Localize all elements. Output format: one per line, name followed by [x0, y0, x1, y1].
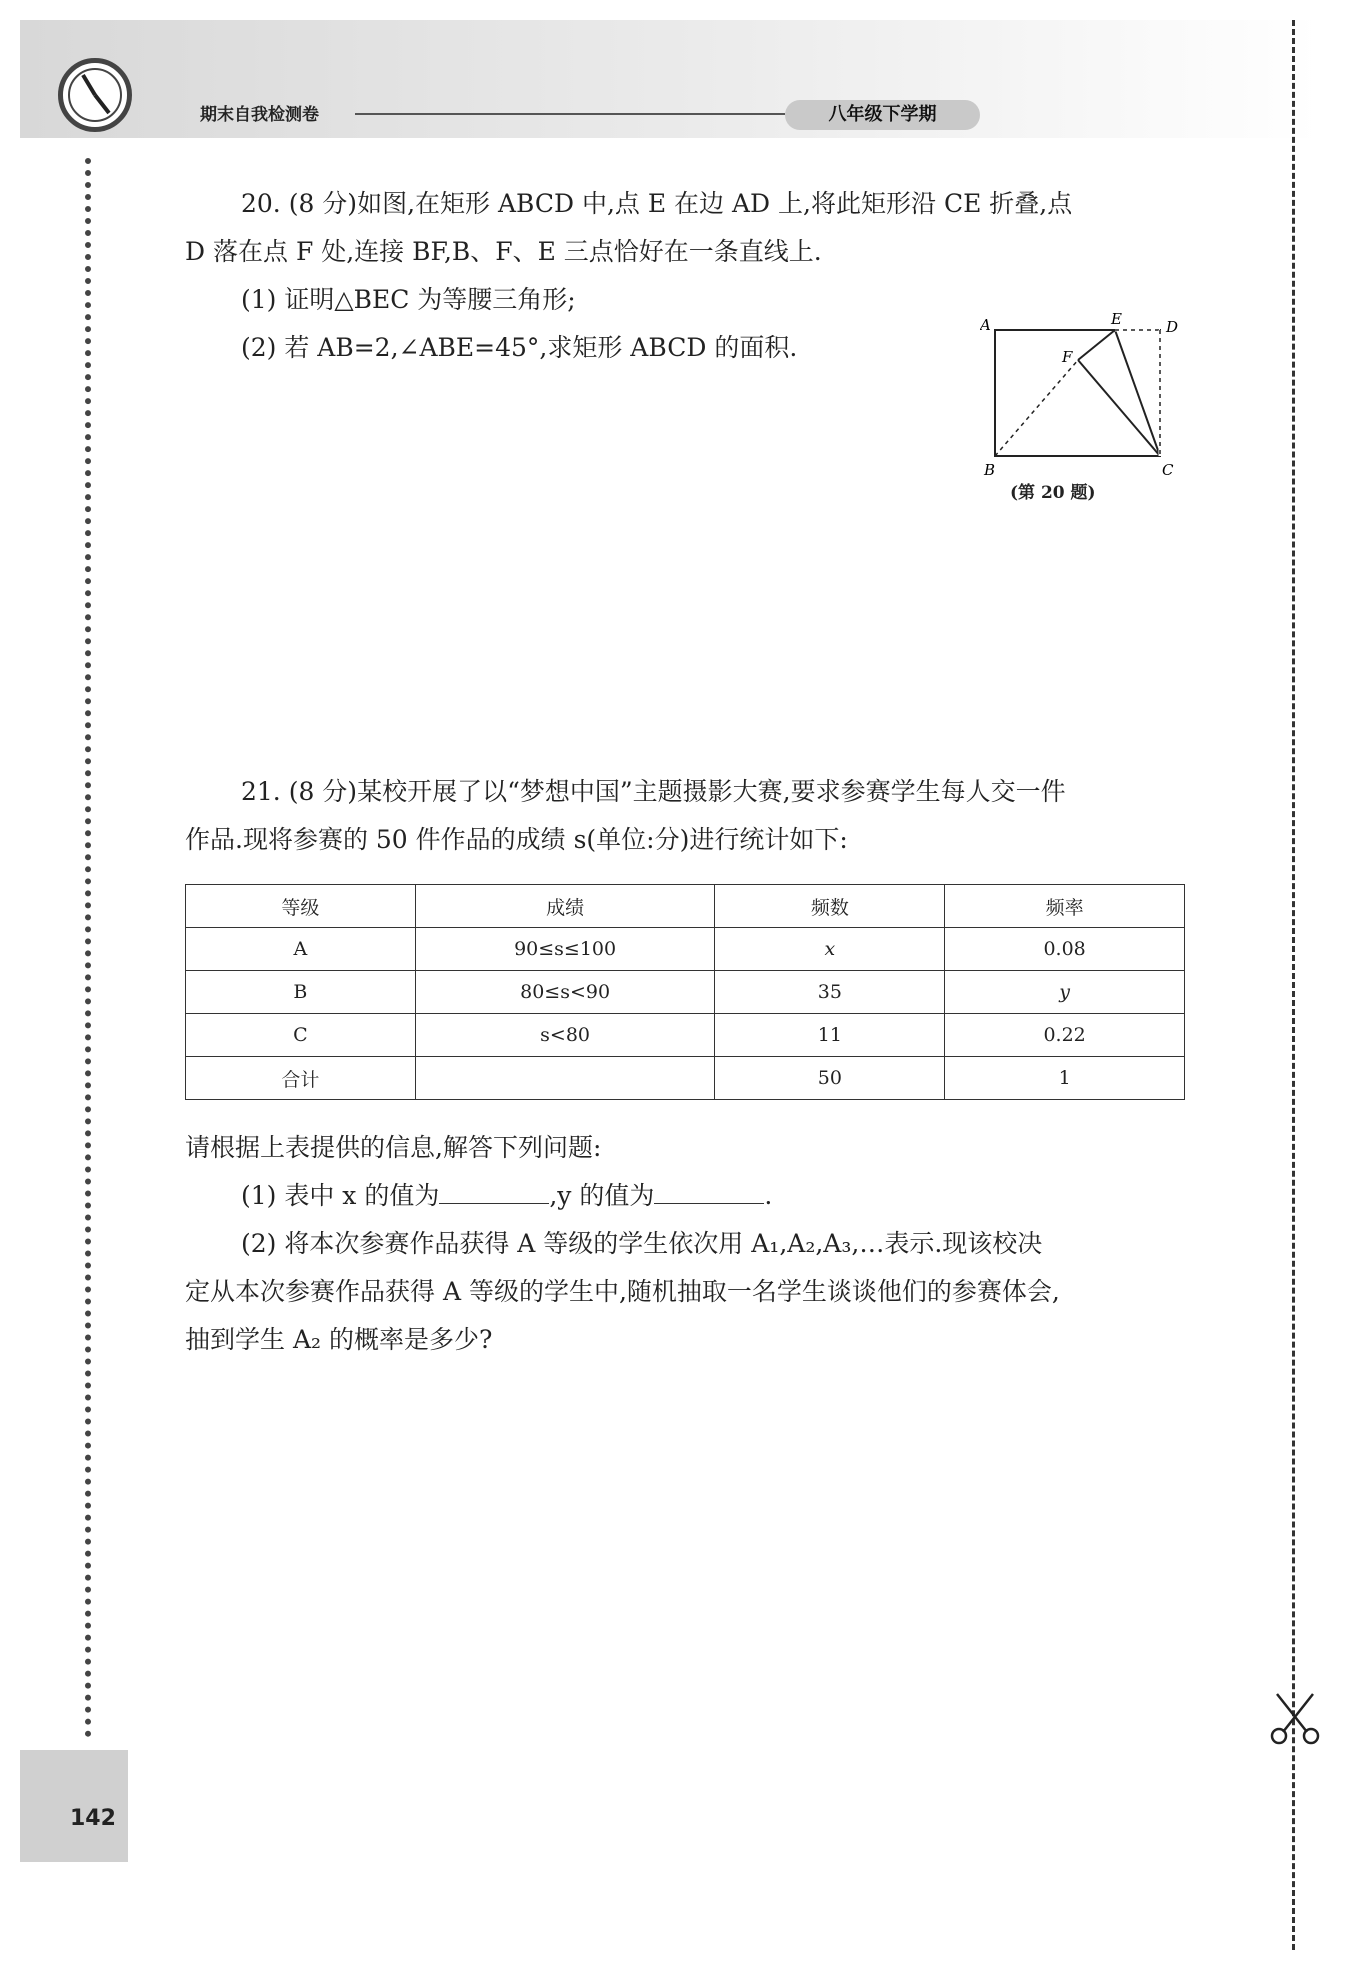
label-e: E	[1111, 310, 1122, 328]
question-21-intro	[185, 768, 1185, 864]
header-title: 期末自我检测卷	[200, 105, 319, 125]
table-cell: x	[715, 928, 945, 971]
q20-intro-line2: D 落在点 F 处,连接 BF,B、F、E 三点恰好在一条直线上.	[185, 237, 822, 266]
header-cell: 成绩	[415, 885, 715, 928]
header-cell: 频数	[715, 885, 945, 928]
table-cell: 1	[945, 1057, 1185, 1100]
q21-part1-text-b: ,y 的值为	[549, 1181, 655, 1210]
table-cell: 11	[715, 1014, 945, 1057]
table-cell: 0.22	[945, 1014, 1185, 1057]
table-cell: 合计	[186, 1057, 416, 1100]
label-d: D	[1166, 318, 1179, 336]
q21-part2-line1: (2) 将本次参赛作品获得 A 等级的学生依次用 A₁,A₂,A₃,…表示.现该校决	[241, 1229, 1043, 1258]
page-number: 142	[70, 1806, 116, 1831]
q21-part2-line3: 抽到学生 A₂ 的概率是多少?	[185, 1325, 493, 1354]
q21-lead: 请根据上表提供的信息,解答下列问题:	[185, 1133, 602, 1162]
table-cell: 80≤s<90	[415, 971, 715, 1014]
table-cell: A	[186, 928, 416, 971]
table-row	[186, 1057, 1185, 1100]
table-cell: 90≤s≤100	[415, 928, 715, 971]
score-table	[185, 884, 1185, 1100]
table-cell: 0.08	[945, 928, 1185, 971]
table-cell: s<80	[415, 1014, 715, 1057]
clock-runner-logo-icon	[58, 58, 132, 132]
question-21-parts	[185, 1124, 1185, 1364]
q21-part1	[185, 1172, 1185, 1220]
answer-blank-x[interactable]	[439, 1181, 549, 1204]
q21-part1-text-c: .	[764, 1181, 773, 1210]
table-cell: 50	[715, 1057, 945, 1100]
scissors-icon	[1267, 1690, 1323, 1746]
label-f: F	[1062, 348, 1073, 366]
grade-badge: 八年级下学期	[785, 100, 980, 130]
table-cell: 35	[715, 971, 945, 1014]
q21-part2-line2: 定从本次参赛作品获得 A 等级的学生中,随机抽取一名学生谈谈他们的参赛体会,	[185, 1277, 1060, 1306]
table-header-row	[186, 885, 1185, 928]
q20-part2: (2) 若 AB=2,∠ABE=45°,求矩形 ABCD 的面积.	[241, 333, 798, 362]
answer-blank-y[interactable]	[654, 1181, 764, 1204]
binding-dotted-line	[85, 158, 91, 1738]
q20-intro-line1: 20. (8 分)如图,在矩形 ABCD 中,点 E 在边 AD 上,将此矩形沿 CE 折叠,点	[241, 189, 1073, 218]
cut-dashed-line	[1292, 20, 1295, 1950]
table-row	[186, 971, 1185, 1014]
figure-caption: (第 20 题)	[1010, 483, 1096, 503]
table-cell: B	[186, 971, 416, 1014]
table-cell	[415, 1057, 715, 1100]
q21-part1-text-a: (1) 表中 x 的值为	[241, 1181, 440, 1210]
label-b: B	[984, 461, 996, 479]
q21-intro-line2: 作品.现将参赛的 50 件作品的成绩 s(单位:分)进行统计如下:	[185, 825, 848, 854]
page-number-tab	[20, 1750, 128, 1862]
header-divider	[355, 113, 785, 115]
label-a: A	[980, 316, 991, 334]
table-cell: y	[945, 971, 1185, 1014]
header-cell: 频率	[945, 885, 1185, 928]
q21-intro-line1: 21. (8 分)某校开展了以“梦想中国”主题摄影大赛,要求参赛学生每人交一件	[241, 777, 1066, 806]
table-cell: C	[186, 1014, 416, 1057]
table-row	[186, 928, 1185, 971]
label-c: C	[1162, 461, 1174, 479]
q20-part1: (1) 证明△BEC 为等腰三角形;	[241, 285, 576, 314]
header-cell: 等级	[186, 885, 416, 928]
table-row	[186, 1014, 1185, 1057]
